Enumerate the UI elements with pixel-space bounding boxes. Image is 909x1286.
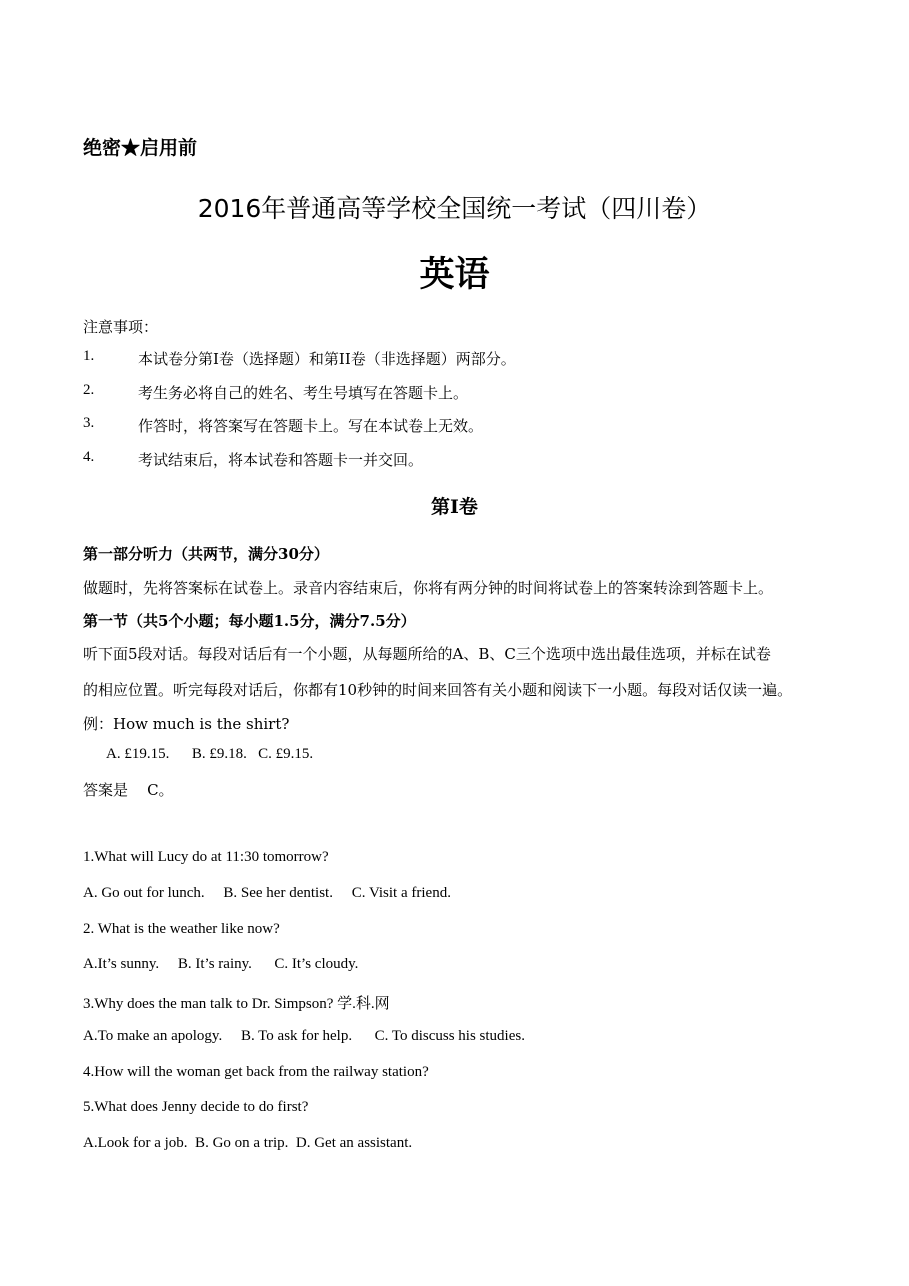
notes-heading: 注意事项： [83,318,159,336]
note-number: 2. [83,382,95,398]
question-options: A. Go out for lunch. B. See her dentist. C. Visit a friend. [83,885,451,901]
part1-heading: 第一部分听力（共两节，满分30分） [83,545,329,563]
part1-instruction: 做题时，先将答案标在试卷上。录音内容结束后，你将有两分钟的时间将试卷上的答案转涂到答题卡上。 [83,579,774,597]
section1-instruction-line1: 听下面5段对话。每段对话后有一个小题，从每题所给的A、B、C三个选项中选出最佳选项，并标在试卷 [83,645,771,663]
question-text: 3.Why does the man talk to Dr. Simpson? 学.科.网 [83,996,390,1012]
question-text: 4.How will the woman get back from the railway station? [83,1064,429,1080]
note-number: 4. [83,449,95,465]
volume-title: 第I卷 [431,496,478,518]
example-answer: 答案是 C。 [83,781,174,799]
question-text: 5.What does Jenny decide to do first? [83,1099,309,1115]
note-number: 3. [83,415,95,431]
exam-title: 2016年普通高等学校全国统一考试（四川卷） [197,194,712,223]
question-options: A.To make an apology. B. To ask for help. C. To discuss his studies. [83,1028,525,1044]
note-text: 作答时，将答案写在答题卡上。写在本试卷上无效。 [138,417,484,435]
question-text: 2. What is the weather like now? [83,921,280,937]
note-text: 考试结束后，将本试卷和答题卡一并交回。 [138,451,424,469]
note-number: 1. [83,348,95,364]
question-options: A.Look for a job. B. Go on a trip. D. Get an assistant. [83,1135,413,1151]
question-options: A.It’s sunny. B. It’s rainy. C. It’s cloudy. [83,956,359,972]
question-text: 1.What will Lucy do at 11:30 tomorrow? [83,849,329,865]
section1-instruction-line2: 的相应位置。听完每段对话后，你都有10秒钟的时间来回答有关小题和阅读下一小题。每段对话仅读一遍。 [83,681,793,699]
example-options: A. £19.15. B. £9.18. C. £9.15. [106,746,314,762]
subject-title: 英语 [419,255,490,295]
note-text: 考生务必将自己的姓名、考生号填写在答题卡上。 [138,384,469,402]
note-text: 本试卷分第I卷（选择题）和第II卷（非选择题）两部分。 [138,350,516,368]
example-question: 例：How much is the shirt? [83,715,290,733]
confidential-label: 绝密★启用前 [83,137,198,159]
section1-heading: 第一节（共5个小题；每小题1.5分，满分7.5分） [83,612,416,630]
